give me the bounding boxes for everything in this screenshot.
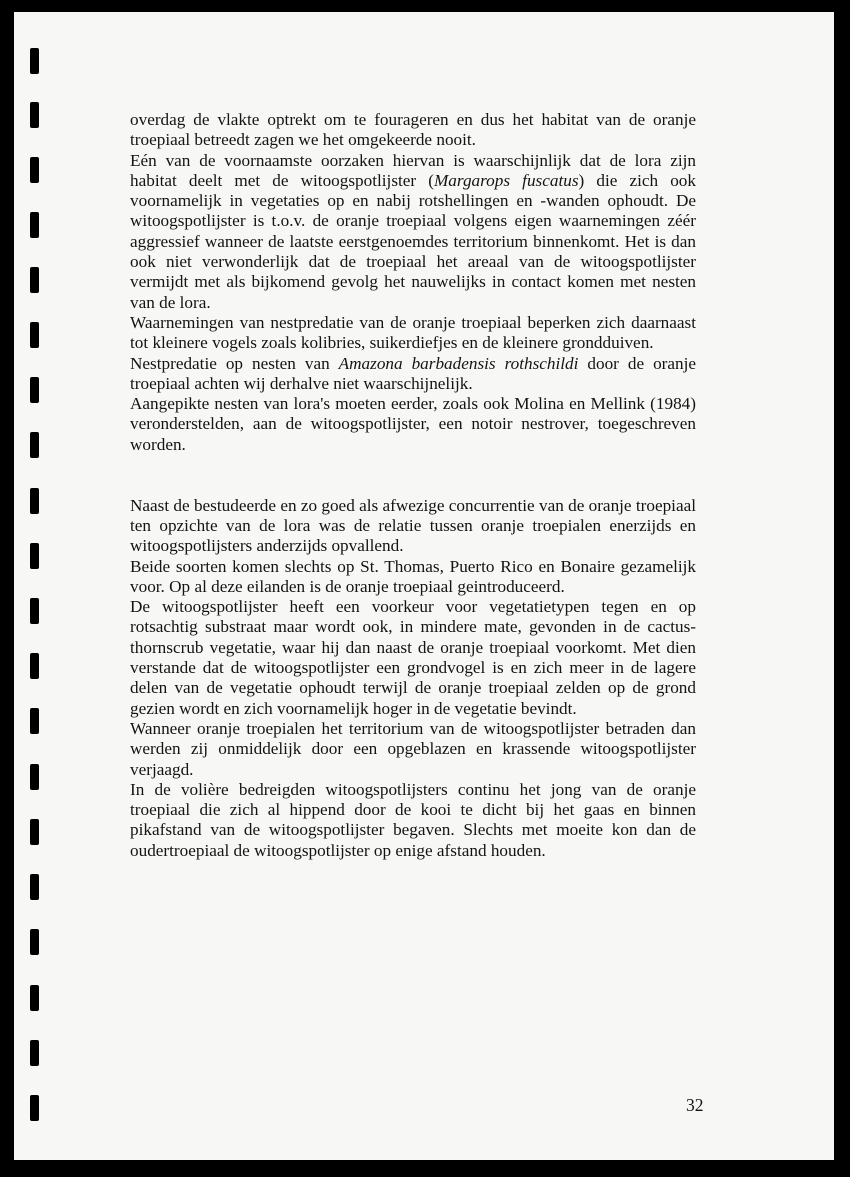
paragraph: Wanneer oranje troepialen het territorium van de witoogspotlijster betraden dan werden zij onmiddelijk door een opgeblazen en krassende witoogspotlijster verjaagd. <box>130 718 696 779</box>
binding-hole <box>30 543 39 569</box>
binding-hole <box>30 819 39 845</box>
binding-hole <box>30 432 39 458</box>
paragraph: Beide soorten komen slechts op St. Thomas, Puerto Rico en Bonaire gezamelijk voor. Op al deze eilanden is de oranje troepiaal geintroduceerd. <box>130 556 696 596</box>
binding-hole <box>30 48 39 74</box>
binding-hole <box>30 1095 39 1121</box>
paragraph: Naast de bestudeerde en zo goed als afwezige concurrentie van de oranje troepiaal ten opzichte van de lora was de relatie tussen oranje troepialen enerzijds en witoogspotlijsters anderzijds opvallend. <box>130 495 696 556</box>
binding-hole <box>30 985 39 1011</box>
paragraph: Nestpredatie op nesten van Amazona barbadensis rothschildi door de oranje troepiaal achten wij derhalve niet waarschijnelijk. <box>130 353 697 393</box>
paragraph-gap <box>130 455 696 475</box>
page-number: 32 <box>686 1095 704 1115</box>
paragraph: De witoogspotlijster heeft een voorkeur voor vegetatietypen tegen en op rotsachtig substraat maar wordt ook, in mindere mate, gevonden in de cactus-thornscrub vegetatie, waar hij dan naast de oranje troepiaal voorkomt. Met dien verstande dat de witoogspotlijster een grondvogel is en zich meer in de lagere delen van de vegetatie ophoudt terwijl de oranje troepiaal zelden op de grond gezien wordt en zich voornamelijk hoger in de vegetatie bevindt. <box>130 597 696 718</box>
binding-hole <box>30 488 39 514</box>
binding-hole <box>30 764 39 790</box>
binding-hole <box>30 1040 39 1066</box>
binding-hole <box>30 929 39 955</box>
paragraph: Eén van de voornaamste oorzaken hiervan is waarschijnlijk dat de lora zijn habitat deelt met de witoogspotlijster (Margarops fuscatus) die zich ook voornamelijk in vegetaties op en nabij rotshellingen en -wanden ophoudt. De witoogspotlijster is t.o.v. de oranje troepiaal volgens eigen waarnemingen zéér aggressief wanneer de laatste eerstgenoemdes territorium binnenkomt. Het is dan ook niet verwonderlijk dat de troepiaal het areaal van de witoogspotlijster vermijdt met als bijkomend gevolg het nauwelijks in contact komen met nesten van de lora. <box>130 150 696 312</box>
binding-hole <box>30 598 39 624</box>
paragraph: Waarnemingen van nestpredatie van de oranje troepiaal beperken zich daarnaast tot kleinere vogels zoals kolibries, suikerdiefjes en de kleinere grondduiven. <box>130 312 696 353</box>
paragraph: Aangepikte nesten van lora's moeten eerder, zoals ook Molina en Mellink (1984) veronderstelden, aan de witoogspotlijster, een notoir nestrover, toegeschreven worden. <box>130 394 696 454</box>
binding-hole <box>30 212 39 238</box>
paragraph: overdag de vlakte optrekt om te fourageren en dus het habitat van de oranje troepiaal betreedt zagen we het omgekeerde nooit. <box>130 110 696 150</box>
binding-hole <box>30 157 39 183</box>
species-name: Amazona barbadensis rothschildi <box>338 353 579 373</box>
paragraph-gap <box>130 475 696 495</box>
binding-hole <box>30 102 39 128</box>
species-name: Margarops fuscatus <box>433 170 579 190</box>
binding-hole <box>30 267 39 293</box>
paragraph: In de volière bedreigden witoogspotlijsters continu het jong van de oranje troepiaal die zich al hippend door de kooi te dicht bij het gaas en binnen pikafstand van de witoogspotlijster begaven. Slechts met moeite kon dan de oudertroepiaal de witoogspotlijster op enige afstand houden. <box>130 779 696 860</box>
body-text <box>130 110 696 861</box>
binding-hole <box>30 874 39 900</box>
binding-hole <box>30 377 39 403</box>
binding-hole <box>30 708 39 734</box>
spiral-binding <box>30 0 44 1177</box>
binding-hole <box>30 653 39 679</box>
binding-hole <box>30 322 39 348</box>
